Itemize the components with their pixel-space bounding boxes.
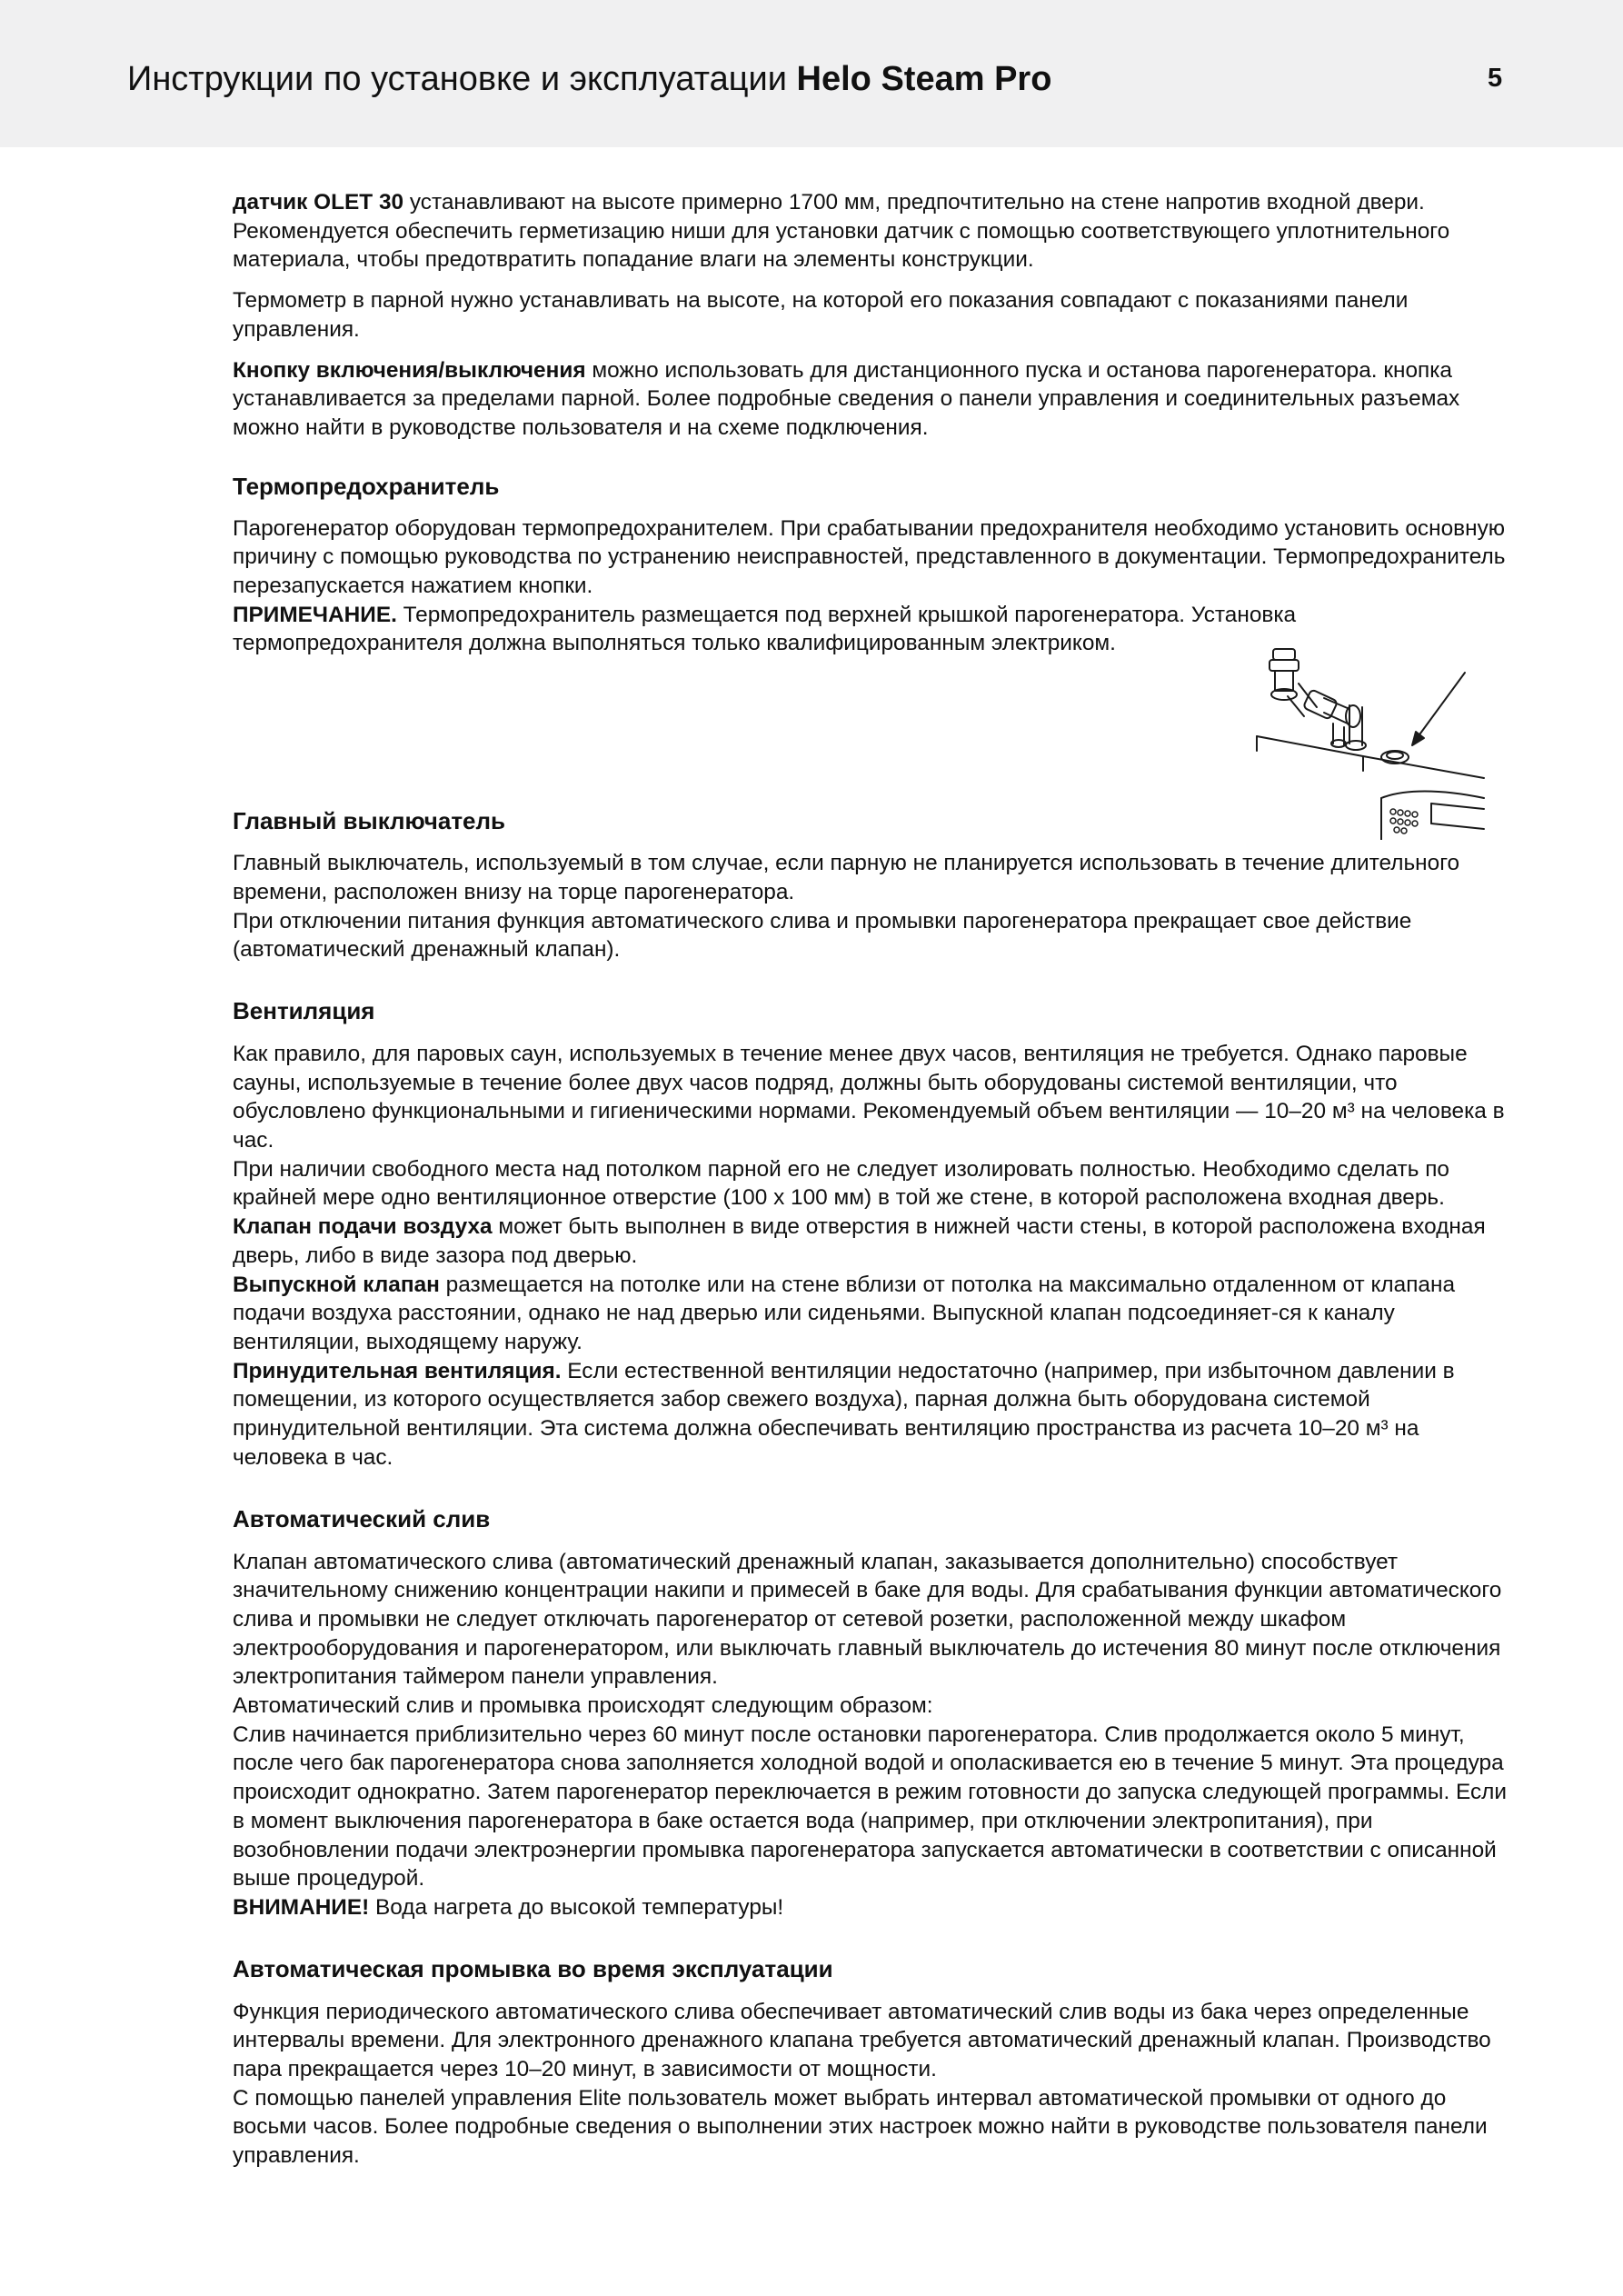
auto-flush-heading: Автоматическая промывка во время эксплуатации xyxy=(233,1954,833,1982)
air-inlet-text: может быть выполнен в виде отверстия в нижней части стены, в которой расположена входная дверь, либо в виде зазора под дверью. xyxy=(233,1214,1486,1268)
warning-text: Вода нагрета до высокой температуры! xyxy=(369,1894,784,1920)
olet-sensor-paragraph xyxy=(233,188,1514,275)
ventilation-paragraph-2: При наличии свободного места над потолком парной его не следует изолировать полностью. Необходимо сделать по крайней мере одно вентиляционное отверстие (100 x 100 мм) в той же стене, в которой расположена входная дверь. xyxy=(233,1156,1449,1211)
exhaust-valve-paragraph xyxy=(233,1271,1514,1357)
air-inlet-term: Клапан подачи воздуха xyxy=(233,1214,493,1240)
arrow-icon xyxy=(1412,673,1465,745)
auto-drain-paragraph-3: Слив начинается приблизительно через 60 минут после остановки парогенератора. Слив продолжается около 5 минут, после чего бак парогенератора снова заполняется холодной водой и ополаскивается ею в течение 5 минут. Эта процедура происходит однократно. Затем парогенератор переключается в режим готовности до запуска следующей программы. Если в момент выключения парогенератора в баке остается вода (например, при отключении электропитания), при возобновлении подачи электроэнергии промывка парогенератора запускается автоматически в соответствии с описанной выше процедурой. xyxy=(233,1722,1508,1892)
product-name: Helo Steam Pro xyxy=(796,60,1052,98)
page-number: 5 xyxy=(1488,64,1503,93)
note-text: Термопредохранитель размещается под верхней крышкой парогенератора. Установка термопредохранителя должна выполняться только квалифицированным электриком. xyxy=(233,602,1297,656)
main-switch-paragraph-2: При отключении питания функция автоматического слива и промывки парогенератора прекращает свое действие xyxy=(233,908,1412,933)
document-title xyxy=(127,60,1051,99)
thermal-fuse-heading: Термопредохранитель xyxy=(233,472,500,500)
ventilation-paragraph-1: Как правило, для паровых саун, используемых в течение менее двух часов, вентиляция не требуется. Однако паровые сауны, используемые в течение более двух часов подряд, должны быть оборудованы системой вентиляции, что обусловлено функциональными и гигиеническими нормами. Рекомендуемый объем вентиляции — 10–20 м³ на человека в час. xyxy=(233,1041,1505,1153)
generator-housing-outline xyxy=(1257,736,1484,840)
main-switch-paragraph-1: Главный выключатель, используемый в том случае, если парную не планируется использовать в течение длительного времени, расположен внизу на торце парогенератора. xyxy=(233,851,1460,904)
warning-label: ВНИМАНИЕ! xyxy=(233,1894,370,1920)
on-off-button-text: можно использовать для дистанционного пуска и останова парогенератора. кнопка устанавливается за пределами парной. Более подробные сведения о панели управления и соединительных разъемах можно найти в руководстве пользователя и на схеме подключения. xyxy=(233,357,1460,440)
thermometer-paragraph: Термометр в парной нужно устанавливать на высоте, на которой его показания совпадают с показаниями панели управления. xyxy=(233,288,1409,342)
title-prefix: Инструкции по установке и эксплуатации xyxy=(127,60,797,98)
olet-sensor-term: датчик OLET 30 xyxy=(233,190,404,215)
thermal-fuse-paragraph: Парогенератор оборудован термопредохранителем. При срабатывании предохранителя необходимо установить основную причину с помощью руководства по устранению неисправностей, представленного в документации. Термопредохранитель перезапускается нажатием кнопки. xyxy=(233,515,1506,599)
auto-flush-paragraph-2: С помощью панелей управления Elite пользователь может выбрать интервал автоматической промывки от одного до восьми часов. Более подробные сведения о выполнении этих настроек можно найти в руководстве пользователя панели управления. xyxy=(233,2085,1488,2169)
vent-holes xyxy=(1390,809,1418,834)
ventilation-heading: Вентиляция xyxy=(233,996,375,1024)
on-off-button-term: Кнопку включения/выключения xyxy=(233,357,586,383)
pipe-fittings-icon xyxy=(1270,649,1366,750)
olet-sensor-text: устанавливают на высоте примерно 1700 мм, предпочтительно на стене напротив входной двери. Рекомендуется обеспечить герметизацию ниши для установки датчик с помощью соответствующего уплотнительного материала, чтобы предотвратить попадание влаги на элементы конструкции. xyxy=(233,190,1450,273)
page-content xyxy=(233,188,1514,2171)
auto-drain-heading: Автоматический слив xyxy=(233,1504,491,1532)
on-off-button-paragraph xyxy=(233,356,1514,443)
air-inlet-paragraph xyxy=(233,1213,1514,1270)
forced-ventilation-paragraph xyxy=(233,1357,1514,1472)
auto-drain-paragraph-1: Клапан автоматического слива (автоматический дренажный клапан, заказывается дополнительно) способствует значительному снижению концентрации накипи и примесей в баке для воды. Для срабатывания функции автоматического слива и промывки не следует отключать парогенератор от сетевой розетки, расположенной между шкафом электрооборудования и парогенератором, или выключать главный выключатель до истечения 80 минут после отключения электропитания таймером панели управления. xyxy=(233,1549,1502,1690)
exhaust-valve-term: Выпускной клапан xyxy=(233,1272,440,1297)
note-label: ПРИМЕЧАНИЕ. xyxy=(233,602,397,627)
auto-drain-paragraph-2: Автоматический слив и промывка происходят следующим образом: xyxy=(233,1693,933,1719)
main-switch-heading: Главный выключатель xyxy=(233,807,506,835)
auto-flush-paragraph-1: Функция периодического автоматического слива обеспечивает автоматический слив воды из бака через определенные интервалы времени. Для электронного дренажного клапана требуется автоматический дренажный клапан. Производство пара прекращается через 10–20 минут, в зависимости от мощности. xyxy=(233,1999,1491,2082)
page-header xyxy=(0,0,1623,147)
forced-ventilation-text: Если естественной вентиляции недостаточно (например, при избыточном давлении в помещении, из которого осуществляется забор свежего воздуха), парная должна быть оборудована системой принудительной вентиляции. Эта система должна обеспечивать вентиляцию пространства из расчета 10–20 м³ на человека в час. xyxy=(233,1358,1455,1470)
exhaust-valve-text: размещается на потолке или на стене вблизи от потолка на максимально отдаленном от клапана подачи воздуха расстоянии, однако не над дверью или сиденьями. Выпускной клапан подсоединяет-ся к каналу вентиляции, выходящему наружу. xyxy=(233,1272,1456,1354)
forced-ventilation-term: Принудительная вентиляция. xyxy=(233,1358,562,1383)
main-switch-paragraph-3: (автоматический дренажный клапан). xyxy=(233,937,621,963)
auto-drain-warning xyxy=(233,1893,1514,1922)
steam-generator-illustration xyxy=(1250,644,1488,840)
